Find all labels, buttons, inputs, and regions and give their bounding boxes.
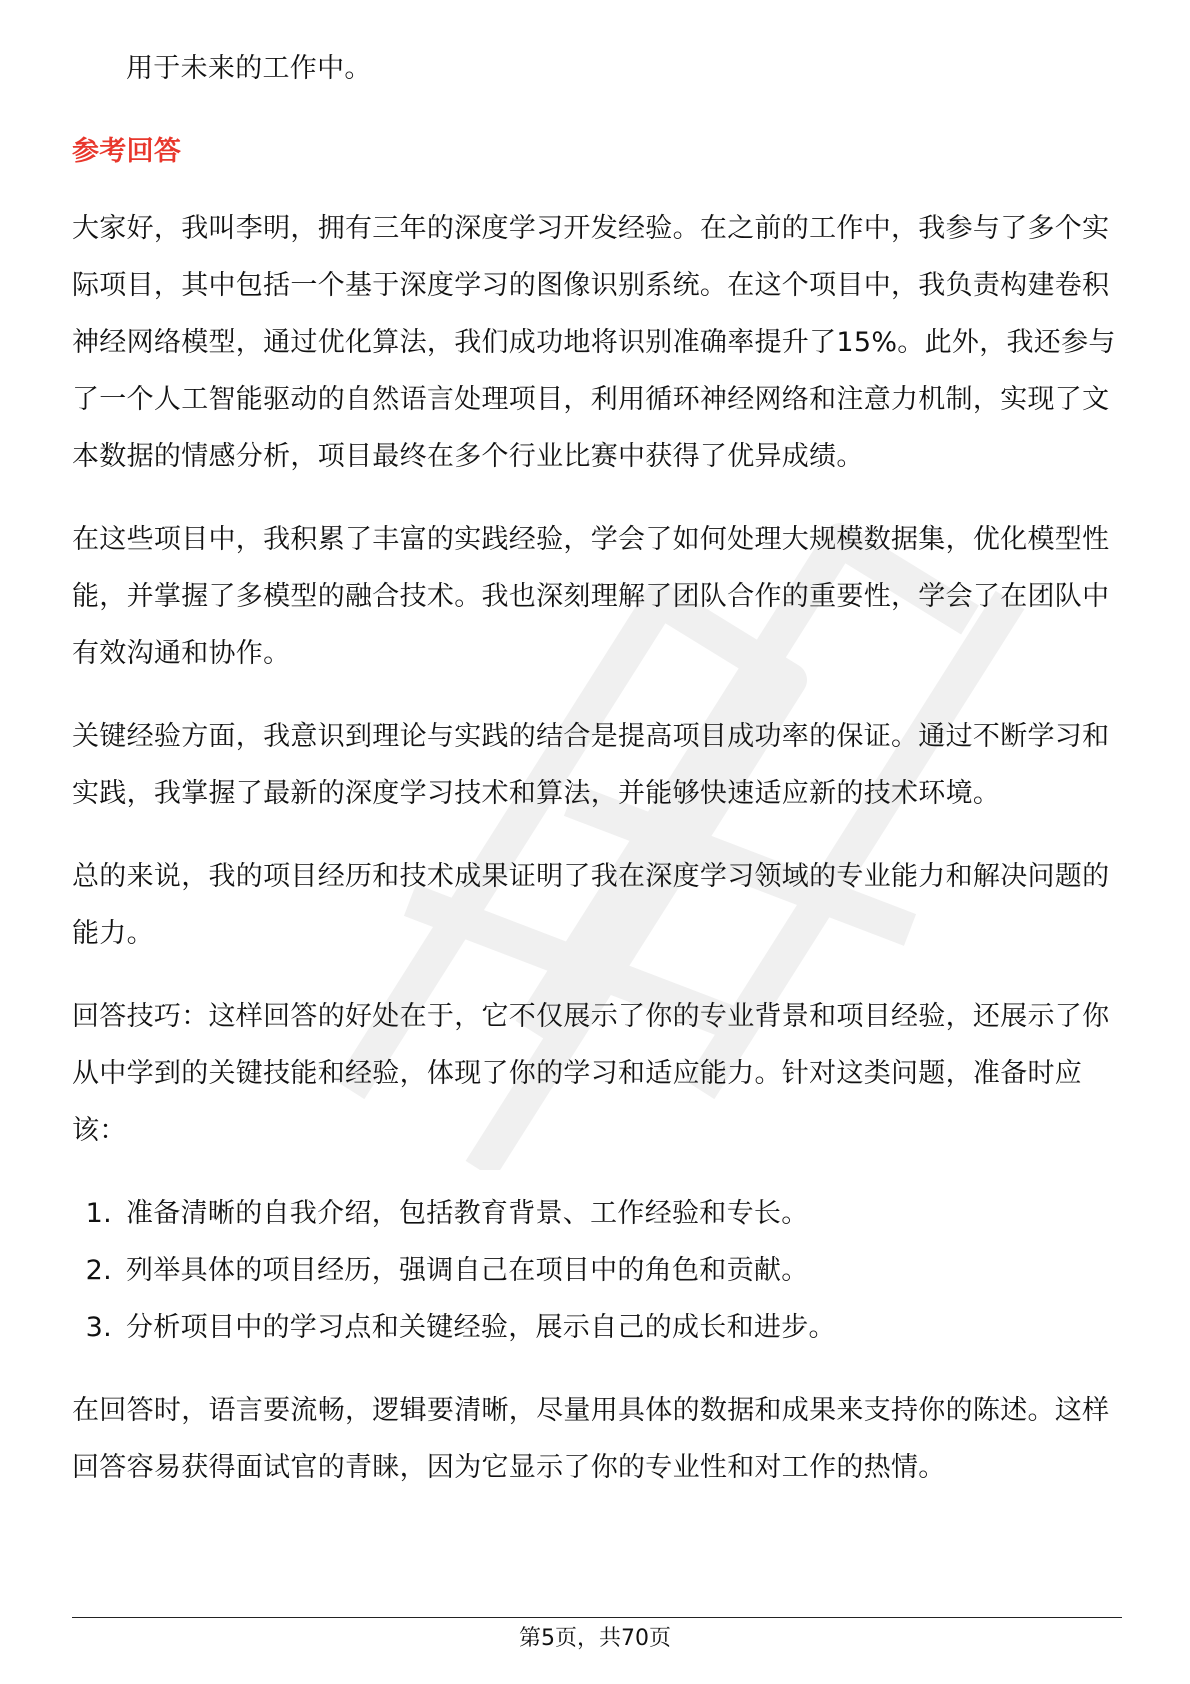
page-number: 第5页，共70页: [519, 1626, 671, 1651]
page-content: [72, 40, 1122, 1496]
continuation-text: 用于未来的工作中。: [126, 53, 372, 84]
list-item-text: 准备清晰的自我介绍，包括教育背景、工作经验和专长。: [126, 1198, 809, 1229]
list-item-text: 分析项目中的学习点和关键经验，展示自己的成长和进步。: [126, 1312, 836, 1343]
tips-list: [72, 1185, 1122, 1356]
list-item-number: 2.: [85, 1255, 112, 1286]
answer-paragraph-3: 关键经验方面，我意识到理论与实践的结合是提高项目成功率的保证。通过不断学习和实践，我掌握了最新的深度学习技术和算法，并能够快速适应新的技术环境。: [72, 721, 1110, 809]
list-item: [72, 1299, 1122, 1356]
list-item: [72, 1185, 1122, 1242]
closing-paragraph: 在回答时，语言要流畅，逻辑要清晰，尽量用具体的数据和成果来支持你的陈述。这样回答容易获得面试官的青睐，因为它显示了你的专业性和对工作的热情。: [72, 1395, 1110, 1483]
tips-paragraph: 回答技巧：这样回答的好处在于，它不仅展示了你的专业背景和项目经验，还展示了你从中学到的关键技能和经验，体现了你的学习和适应能力。针对这类问题，准备时应该：: [72, 1001, 1110, 1146]
answer-paragraph-4: 总的来说，我的项目经历和技术成果证明了我在深度学习领域的专业能力和解决问题的能力。: [72, 861, 1110, 949]
list-item: [72, 1242, 1122, 1299]
list-item-text: 列举具体的项目经历，强调自己在项目中的角色和贡献。: [126, 1255, 809, 1286]
list-item-number: 3.: [85, 1312, 112, 1343]
list-item-number: 1.: [85, 1198, 112, 1229]
answer-paragraph-2: 在这些项目中，我积累了丰富的实践经验，学会了如何处理大规模数据集，优化模型性能，并掌握了多模型的融合技术。我也深刻理解了团队合作的重要性，学会了在团队中有效沟通和协作。: [72, 524, 1110, 669]
answer-paragraph-1: 大家好，我叫李明，拥有三年的深度学习开发经验。在之前的工作中，我参与了多个实际项目，其中包括一个基于深度学习的图像识别系统。在这个项目中，我负责构建卷积神经网络模型，通过优化算法，我们成功地将识别准确率提升了15%。此外，我还参与了一个人工智能驱动的自然语言处理项目，利用循环神经网络和注意力机制，实现了文本数据的情感分析，项目最终在多个行业比赛中获得了优异成绩。: [72, 213, 1116, 472]
footer-divider: [72, 1617, 1122, 1618]
section-heading: 参考回答: [72, 136, 182, 167]
